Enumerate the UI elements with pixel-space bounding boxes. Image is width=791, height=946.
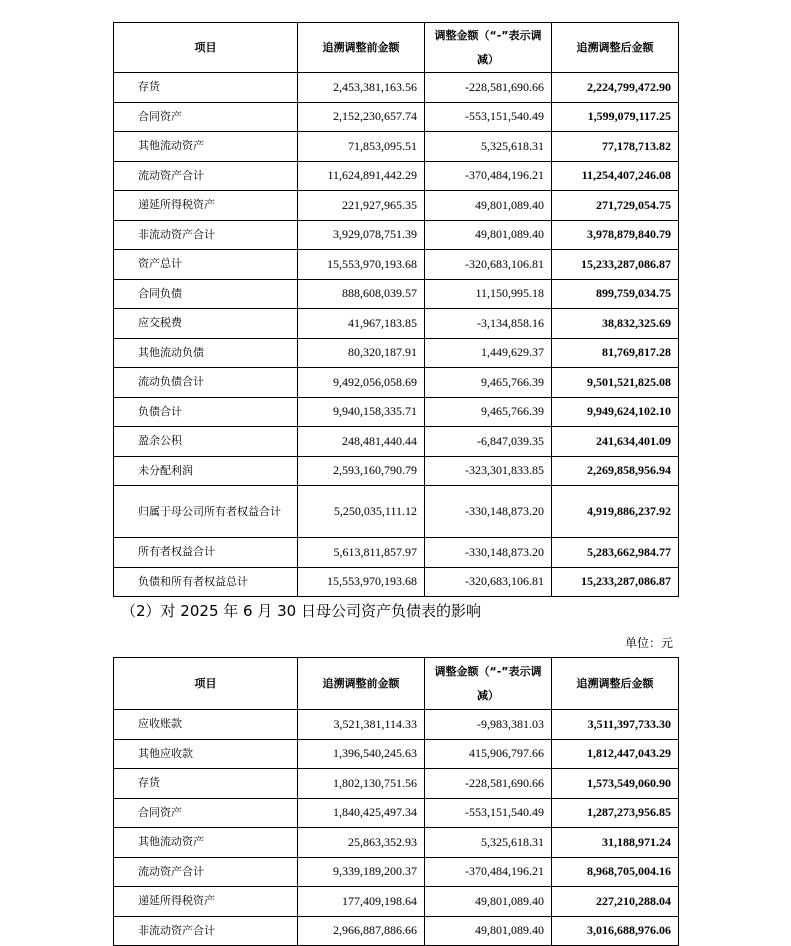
table-header-row xyxy=(114,658,679,710)
row-adjust-value: 9,465,766.39 xyxy=(425,368,552,398)
row-adjust-value: 49,801,089.40 xyxy=(425,220,552,250)
row-adjust-value: -228,581,690.66 xyxy=(425,73,552,103)
row-before-value: 9,940,158,335.71 xyxy=(298,397,425,427)
row-before-value: 3,929,078,751.39 xyxy=(298,220,425,250)
row-item-label: 负债合计 xyxy=(114,397,298,427)
row-item-label: 存货 xyxy=(114,73,298,103)
row-before-value: 5,250,035,111.12 xyxy=(298,486,425,538)
header-item: 项目 xyxy=(114,658,298,710)
row-item-label: 合同资产 xyxy=(114,102,298,132)
table-row xyxy=(114,132,679,162)
row-before-value: 2,966,887,886.66 xyxy=(298,916,425,946)
unit-label: 单位：元 xyxy=(624,636,673,650)
table-row xyxy=(114,486,679,538)
row-after-value: 9,501,521,825.08 xyxy=(552,368,679,398)
row-after-value: 271,729,054.75 xyxy=(552,191,679,221)
header-after: 追溯调整后金额 xyxy=(552,23,679,73)
row-before-value: 248,481,440.44 xyxy=(298,427,425,457)
table-row xyxy=(114,309,679,339)
table-header-row xyxy=(114,23,679,73)
row-item-label: 其他流动资产 xyxy=(114,828,298,858)
row-before-value: 888,608,039.57 xyxy=(298,279,425,309)
row-before-value: 15,553,970,193.68 xyxy=(298,567,425,597)
row-item-label: 递延所得税资产 xyxy=(114,887,298,917)
row-after-value: 227,210,288.04 xyxy=(552,887,679,917)
table-row xyxy=(114,397,679,427)
row-item-label: 流动资产合计 xyxy=(114,161,298,191)
table-row xyxy=(114,102,679,132)
row-adjust-value: -3,134,858.16 xyxy=(425,309,552,339)
row-adjust-value: 5,325,618.31 xyxy=(425,828,552,858)
table-row xyxy=(114,191,679,221)
row-before-value: 80,320,187.91 xyxy=(298,338,425,368)
row-after-value: 1,287,273,956.85 xyxy=(552,798,679,828)
row-after-value: 5,283,662,984.77 xyxy=(552,538,679,568)
restatement-table-consolidated xyxy=(113,22,679,597)
row-item-label: 所有者权益合计 xyxy=(114,538,298,568)
table-row xyxy=(114,368,679,398)
row-before-value: 5,613,811,857.97 xyxy=(298,538,425,568)
row-item-label: 存货 xyxy=(114,769,298,799)
table-row xyxy=(114,857,679,887)
row-adjust-value: -320,683,106.81 xyxy=(425,250,552,280)
header-item: 项目 xyxy=(114,23,298,73)
header-before: 追溯调整前金额 xyxy=(298,658,425,710)
table-body xyxy=(114,73,679,597)
row-after-value: 81,769,817.28 xyxy=(552,338,679,368)
table-row xyxy=(114,220,679,250)
row-after-value: 77,178,713.82 xyxy=(552,132,679,162)
table-row xyxy=(114,250,679,280)
row-before-value: 11,624,891,442.29 xyxy=(298,161,425,191)
row-item-label: 其他流动负债 xyxy=(114,338,298,368)
row-item-label: 合同资产 xyxy=(114,798,298,828)
table-row xyxy=(114,73,679,103)
row-adjust-value: -330,148,873.20 xyxy=(425,486,552,538)
row-after-value: 2,224,799,472.90 xyxy=(552,73,679,103)
row-after-value: 4,919,886,237.92 xyxy=(552,486,679,538)
header-adjust: 调整金额（“-”表示调减） xyxy=(425,658,552,710)
row-adjust-value: -9,983,381.03 xyxy=(425,710,552,740)
row-before-value: 1,396,540,245.63 xyxy=(298,739,425,769)
row-item-label: 其他应收款 xyxy=(114,739,298,769)
table-row xyxy=(114,279,679,309)
row-adjust-value: -330,148,873.20 xyxy=(425,538,552,568)
row-before-value: 221,927,965.35 xyxy=(298,191,425,221)
row-before-value: 41,967,183.85 xyxy=(298,309,425,339)
header-after: 追溯调整后金额 xyxy=(552,658,679,710)
row-after-value: 15,233,287,086.87 xyxy=(552,250,679,280)
row-before-value: 15,553,970,193.68 xyxy=(298,250,425,280)
row-adjust-value: -320,683,106.81 xyxy=(425,567,552,597)
row-item-label: 盈余公积 xyxy=(114,427,298,457)
row-item-label: 归属于母公司所有者权益合计 xyxy=(114,486,298,538)
table-row xyxy=(114,538,679,568)
table-row xyxy=(114,456,679,486)
row-adjust-value: 11,150,995.18 xyxy=(425,279,552,309)
row-item-label: 流动负债合计 xyxy=(114,368,298,398)
row-after-value: 9,949,624,102.10 xyxy=(552,397,679,427)
table-row xyxy=(114,916,679,946)
row-adjust-value: -370,484,196.21 xyxy=(425,857,552,887)
table-row xyxy=(114,338,679,368)
row-after-value: 2,269,858,956.94 xyxy=(552,456,679,486)
row-after-value: 1,812,447,043.29 xyxy=(552,739,679,769)
row-adjust-value: -370,484,196.21 xyxy=(425,161,552,191)
row-before-value: 71,853,095.51 xyxy=(298,132,425,162)
row-adjust-value: 49,801,089.40 xyxy=(425,887,552,917)
table-row xyxy=(114,567,679,597)
row-adjust-value: -6,847,039.35 xyxy=(425,427,552,457)
section-heading: （2）对 2025 年 6 月 30 日母公司资产负债表的影响 xyxy=(121,602,481,620)
row-after-value: 1,573,549,060.90 xyxy=(552,769,679,799)
table-row xyxy=(114,887,679,917)
header-adjust: 调整金额（“-”表示调减） xyxy=(425,23,552,73)
row-after-value: 3,511,397,733.30 xyxy=(552,710,679,740)
row-item-label: 递延所得税资产 xyxy=(114,191,298,221)
row-adjust-value: 49,801,089.40 xyxy=(425,916,552,946)
row-after-value: 3,016,688,976.06 xyxy=(552,916,679,946)
row-before-value: 1,802,130,751.56 xyxy=(298,769,425,799)
row-adjust-value: 49,801,089.40 xyxy=(425,191,552,221)
row-item-label: 应交税费 xyxy=(114,309,298,339)
header-before: 追溯调整前金额 xyxy=(298,23,425,73)
row-item-label: 其他流动资产 xyxy=(114,132,298,162)
row-after-value: 15,233,287,086.87 xyxy=(552,567,679,597)
row-adjust-value: 5,325,618.31 xyxy=(425,132,552,162)
row-before-value: 2,152,230,657.74 xyxy=(298,102,425,132)
row-item-label: 未分配利润 xyxy=(114,456,298,486)
row-before-value: 3,521,381,114.33 xyxy=(298,710,425,740)
row-adjust-value: -323,301,833.85 xyxy=(425,456,552,486)
row-adjust-value: -553,151,540.49 xyxy=(425,798,552,828)
row-item-label: 资产总计 xyxy=(114,250,298,280)
table-row xyxy=(114,427,679,457)
row-item-label: 负债和所有者权益总计 xyxy=(114,567,298,597)
table-body xyxy=(114,710,679,946)
table-row xyxy=(114,161,679,191)
row-after-value: 31,188,971.24 xyxy=(552,828,679,858)
table-row xyxy=(114,798,679,828)
row-item-label: 非流动资产合计 xyxy=(114,220,298,250)
row-after-value: 241,634,401.09 xyxy=(552,427,679,457)
row-before-value: 1,840,425,497.34 xyxy=(298,798,425,828)
row-before-value: 2,453,381,163.56 xyxy=(298,73,425,103)
row-before-value: 9,339,189,200.37 xyxy=(298,857,425,887)
row-adjust-value: -228,581,690.66 xyxy=(425,769,552,799)
row-after-value: 38,832,325.69 xyxy=(552,309,679,339)
row-before-value: 2,593,160,790.79 xyxy=(298,456,425,486)
row-item-label: 合同负债 xyxy=(114,279,298,309)
table-row xyxy=(114,828,679,858)
row-after-value: 8,968,705,004.16 xyxy=(552,857,679,887)
row-after-value: 3,978,879,840.79 xyxy=(552,220,679,250)
row-after-value: 899,759,034.75 xyxy=(552,279,679,309)
restatement-table-parent xyxy=(113,657,679,946)
row-after-value: 1,599,079,117.25 xyxy=(552,102,679,132)
row-adjust-value: 415,906,797.66 xyxy=(425,739,552,769)
table-row xyxy=(114,739,679,769)
row-before-value: 177,409,198.64 xyxy=(298,887,425,917)
row-before-value: 9,492,056,058.69 xyxy=(298,368,425,398)
row-item-label: 应收账款 xyxy=(114,710,298,740)
row-adjust-value: -553,151,540.49 xyxy=(425,102,552,132)
table-row xyxy=(114,769,679,799)
row-item-label: 流动资产合计 xyxy=(114,857,298,887)
row-before-value: 25,863,352.93 xyxy=(298,828,425,858)
row-after-value: 11,254,407,246.08 xyxy=(552,161,679,191)
row-adjust-value: 9,465,766.39 xyxy=(425,397,552,427)
row-item-label: 非流动资产合计 xyxy=(114,916,298,946)
table-row xyxy=(114,710,679,740)
row-adjust-value: 1,449,629.37 xyxy=(425,338,552,368)
